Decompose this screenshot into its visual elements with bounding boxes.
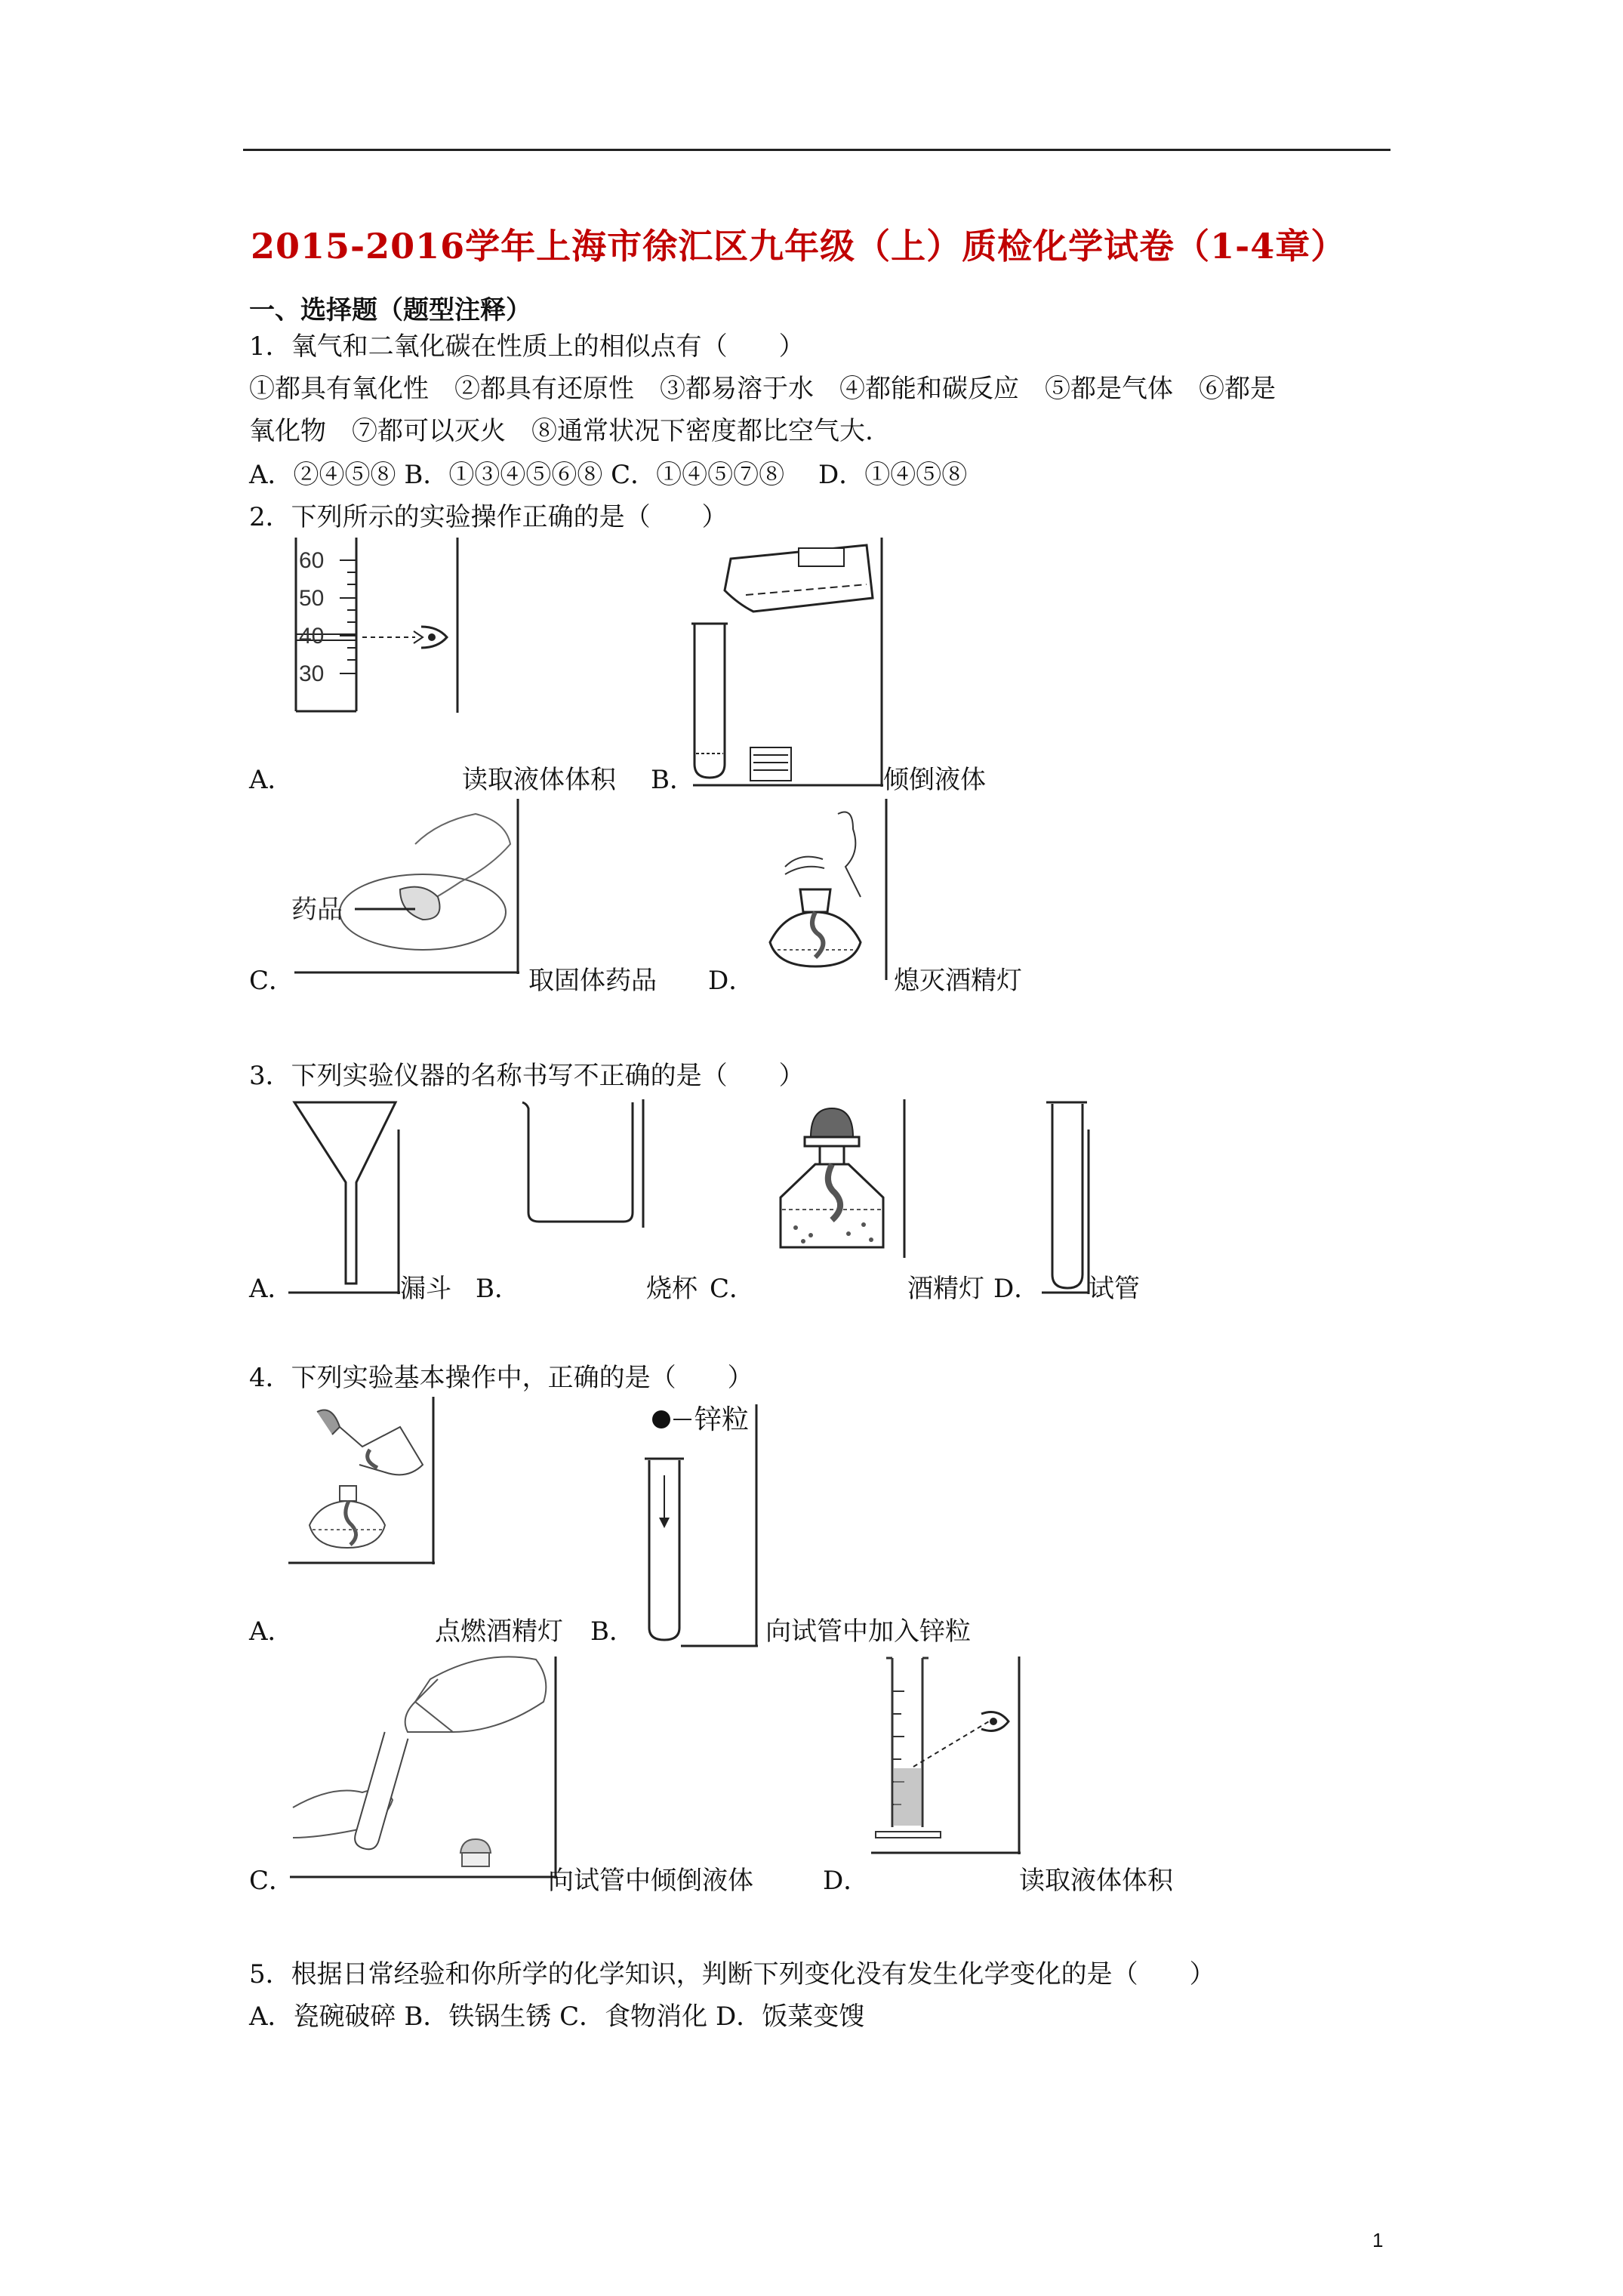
q3a-letter: A． bbox=[249, 1274, 294, 1304]
q3d-caption: 试管 bbox=[1089, 1274, 1140, 1304]
q2a-caption: 读取液体体积 bbox=[462, 765, 616, 795]
q3b-caption: 烧杯 bbox=[646, 1274, 698, 1304]
q3a-caption: 漏斗 bbox=[400, 1274, 451, 1304]
q2d-blowing-lamp-image bbox=[740, 799, 891, 980]
q4d-letter: D． bbox=[823, 1866, 870, 1896]
q3b-letter: B． bbox=[476, 1274, 520, 1304]
q4b-zinc-granule-image bbox=[634, 1397, 770, 1653]
q4a-caption: 点燃酒精灯 bbox=[435, 1616, 563, 1647]
q4c-caption: 向试管中倾倒液体 bbox=[548, 1866, 753, 1896]
q5-options: A．瓷碗破碎 B．铁锅生锈 C．食物消化 D．饭菜变馊 bbox=[249, 2002, 865, 2032]
q5-stem: 5．根据日常经验和你所学的化学知识，判断下列变化没有发生化学变化的是（ ） bbox=[249, 1959, 1215, 1989]
q4d-reading-cylinder-image bbox=[868, 1653, 1027, 1857]
q4-stem: 4．下列实验基本操作中，正确的是（ ） bbox=[249, 1363, 753, 1393]
exam-title: 2015-2016学年上海市徐汇区九年级（上）质检化学试卷（1-4章） bbox=[251, 226, 1347, 267]
tick-label-30: 30 bbox=[299, 661, 325, 686]
q1-statements-line1: ①都具有氧化性 ②都具有还原性 ③都易溶于水 ④都能和碳反应 ⑤都是气体 ⑥都是 bbox=[249, 374, 1276, 404]
tick-label-50: 50 bbox=[299, 586, 325, 611]
q4a-letter: A． bbox=[249, 1616, 294, 1647]
q3c-alcohol-lamp-image bbox=[750, 1099, 909, 1258]
q2c-reagent-label: 药品 bbox=[291, 895, 343, 924]
q3c-caption: 酒精灯 bbox=[907, 1274, 984, 1304]
q2d-letter: D． bbox=[708, 966, 755, 996]
q2a-cylinder-tick-labels bbox=[299, 548, 324, 686]
section-heading: 一、选择题（题型注释） bbox=[249, 295, 531, 325]
q1-statements-line2: 氧化物 ⑦都可以灭火 ⑧通常状况下密度都比空气大. bbox=[249, 416, 873, 446]
tick-label-60: 60 bbox=[299, 548, 325, 573]
q2c-caption: 取固体药品 bbox=[528, 966, 657, 996]
q1-options: A．②④⑤⑧ B．①③④⑤⑥⑧ C．①④⑤⑦⑧ D．①④⑤⑧ bbox=[249, 460, 968, 490]
q2b-letter: B． bbox=[651, 765, 695, 795]
q2b-pouring-image bbox=[685, 538, 889, 787]
q4c-letter: C． bbox=[249, 1866, 295, 1896]
q2c-solid-reagent-image bbox=[287, 799, 528, 980]
q3a-funnel-image bbox=[287, 1099, 408, 1296]
q2-stem: 2．下列所示的实验操作正确的是（ ） bbox=[249, 502, 728, 532]
tick-label-40: 40 bbox=[299, 624, 325, 649]
q3d-letter: D． bbox=[993, 1274, 1040, 1304]
q3c-letter: C． bbox=[710, 1274, 756, 1304]
q2a-cylinder-image bbox=[287, 538, 468, 719]
q2c-letter: C． bbox=[249, 966, 295, 996]
q3-stem: 3．下列实验仪器的名称书写不正确的是（ ） bbox=[249, 1061, 805, 1091]
page-number: 1 bbox=[1372, 2229, 1384, 2251]
q2a-letter: A． bbox=[249, 765, 294, 795]
q4d-caption: 读取液体体积 bbox=[1019, 1866, 1173, 1896]
q2b-caption: 倾倒液体 bbox=[883, 765, 986, 795]
q4b-caption: 向试管中加入锌粒 bbox=[765, 1616, 971, 1647]
q4b-zinc-label: 锌粒 bbox=[694, 1404, 750, 1435]
q3d-test-tube-image bbox=[1042, 1099, 1095, 1296]
q2d-caption: 熄灭酒精灯 bbox=[894, 966, 1022, 996]
q4a-lamp-lighting-image bbox=[287, 1397, 438, 1570]
q4b-letter: B． bbox=[590, 1616, 635, 1647]
q3b-beaker-image bbox=[519, 1099, 648, 1228]
header-rule bbox=[243, 149, 1390, 151]
q4c-pour-into-tube-image bbox=[287, 1649, 559, 1883]
q1-stem: 1．氧气和二氧化碳在性质上的相似点有（ ） bbox=[249, 331, 805, 362]
